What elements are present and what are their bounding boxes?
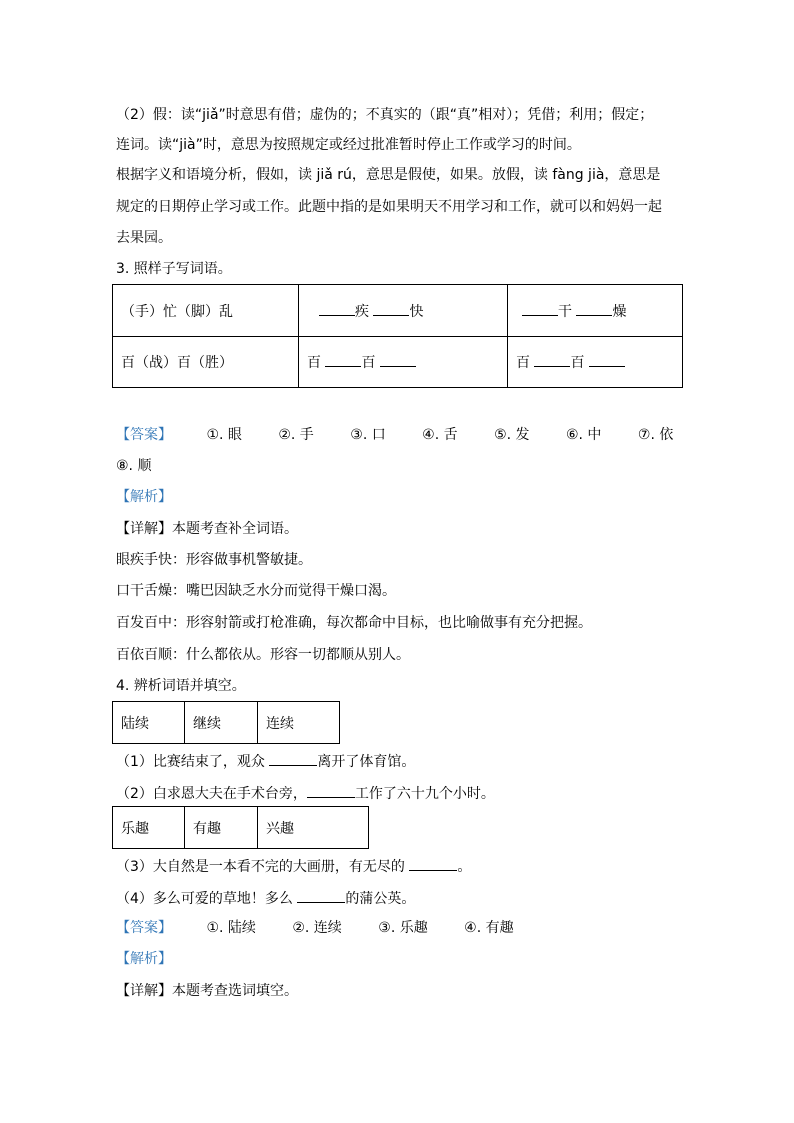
- answer-item: ⑦. 依: [637, 427, 674, 443]
- q3-fill-cell: 干 燥: [508, 285, 683, 337]
- detail-line: 【详解】本题考查选词填空。: [116, 983, 298, 999]
- word-option: 继续: [185, 702, 258, 744]
- answer-item: ⑥. 中: [565, 427, 602, 443]
- analysis-label: 【解析】: [116, 951, 172, 967]
- q3-answer-line: [116, 426, 673, 444]
- explanation-line: 连词。读“jià”时，意思为按照规定或经过批准暂时停止工作或学习的时间。: [116, 137, 581, 153]
- explanation-line: 百发百中：形容射箭或打枪准确，每次都命中目标，也比喻做事有充分把握。: [116, 615, 592, 631]
- q3-example-cell: 百（战）百（胜）: [113, 337, 299, 388]
- q3-fill-cell: 百 百: [508, 337, 683, 388]
- sentence-4: （4）多么可爱的草地！多么 的蒲公英。: [116, 888, 415, 908]
- answer-blank[interactable]: [325, 352, 361, 367]
- word-option: 乐趣: [113, 807, 185, 849]
- explanation-line: （2）假：读“jiǎ”时意思有借；虚伪的；不真实的（跟“真”相对）；凭借；利用；假定；: [116, 107, 654, 123]
- answer-blank[interactable]: [307, 783, 355, 798]
- q3-word-table: [112, 284, 683, 388]
- answer-item: ⑧. 顺: [116, 458, 152, 474]
- answer-item: ②. 连续: [292, 920, 342, 936]
- word-option: 连续: [258, 702, 340, 744]
- q3-example-cell: （手）忙（脚）乱: [113, 285, 299, 337]
- answer-blank[interactable]: [297, 888, 345, 903]
- q4-answer-line: [116, 919, 514, 937]
- answer-blank[interactable]: [373, 301, 409, 316]
- explanation-line: 根据字义和语境分析，假如，读 jiǎ rú，意思是假使，如果。放假，读 fàng jià，意思是: [116, 167, 661, 183]
- answer-blank[interactable]: [269, 751, 317, 766]
- sentence-3: （3）大自然是一本看不完的大画册，有无尽的 。: [116, 856, 471, 876]
- q4-word-table-2: [112, 806, 369, 849]
- answer-item: ④. 舌: [422, 427, 458, 443]
- answer-blank[interactable]: [380, 352, 416, 367]
- answer-item: ①. 眼: [206, 427, 242, 443]
- q3-fill-cell: 百 百: [299, 337, 508, 388]
- word-option: 兴趣: [258, 807, 369, 849]
- answer-blank[interactable]: [522, 301, 558, 316]
- question-4-title: 4. 辨析词语并填空。: [116, 678, 246, 694]
- analysis-label: 【解析】: [116, 489, 172, 505]
- sentence-2: （2）白求恩大夫在手术台旁， 工作了六十九个小时。: [116, 783, 495, 803]
- explanation-line: 口干舌燥：嘴巴因缺乏水分而觉得干燥口渴。: [116, 583, 396, 599]
- explanation-line: 百依百顺：什么都依从。形容一切都顺从别人。: [116, 647, 410, 663]
- explanation-line: 眼疾手快：形容做事机警敏捷。: [116, 552, 312, 568]
- answer-item: ②. 手: [278, 427, 314, 443]
- question-3-title: 3. 照样子写词语。: [116, 261, 232, 277]
- detail-line: 【详解】本题考查补全词语。: [116, 521, 298, 537]
- answer-blank[interactable]: [576, 301, 612, 316]
- answer-item: ③. 乐趣: [378, 920, 428, 936]
- explanation-line: 规定的日期停止学习或工作。此题中指的是如果明天不用学习和工作，就可以和妈妈一起: [116, 199, 662, 215]
- answer-blank[interactable]: [319, 301, 355, 316]
- word-option: 陆续: [113, 702, 185, 744]
- sentence-1: （1）比赛结束了，观众 离开了体育馆。: [116, 751, 415, 771]
- answer-item: ③. 口: [350, 427, 386, 443]
- answer-label: 【答案】: [116, 427, 172, 443]
- answer-label: 【答案】: [116, 920, 172, 936]
- answer-blank[interactable]: [409, 856, 457, 871]
- answer-blank[interactable]: [534, 352, 570, 367]
- answer-item: ①. 陆续: [206, 920, 256, 936]
- answer-blank[interactable]: [589, 352, 625, 367]
- word-option: 有趣: [185, 807, 258, 849]
- explanation-line: 去果园。: [116, 230, 172, 246]
- q3-fill-cell: 疾 快: [299, 285, 508, 337]
- answer-item: ⑤. 发: [494, 427, 530, 443]
- answer-item: ④. 有趣: [464, 920, 514, 936]
- q4-word-table-1: [112, 701, 340, 744]
